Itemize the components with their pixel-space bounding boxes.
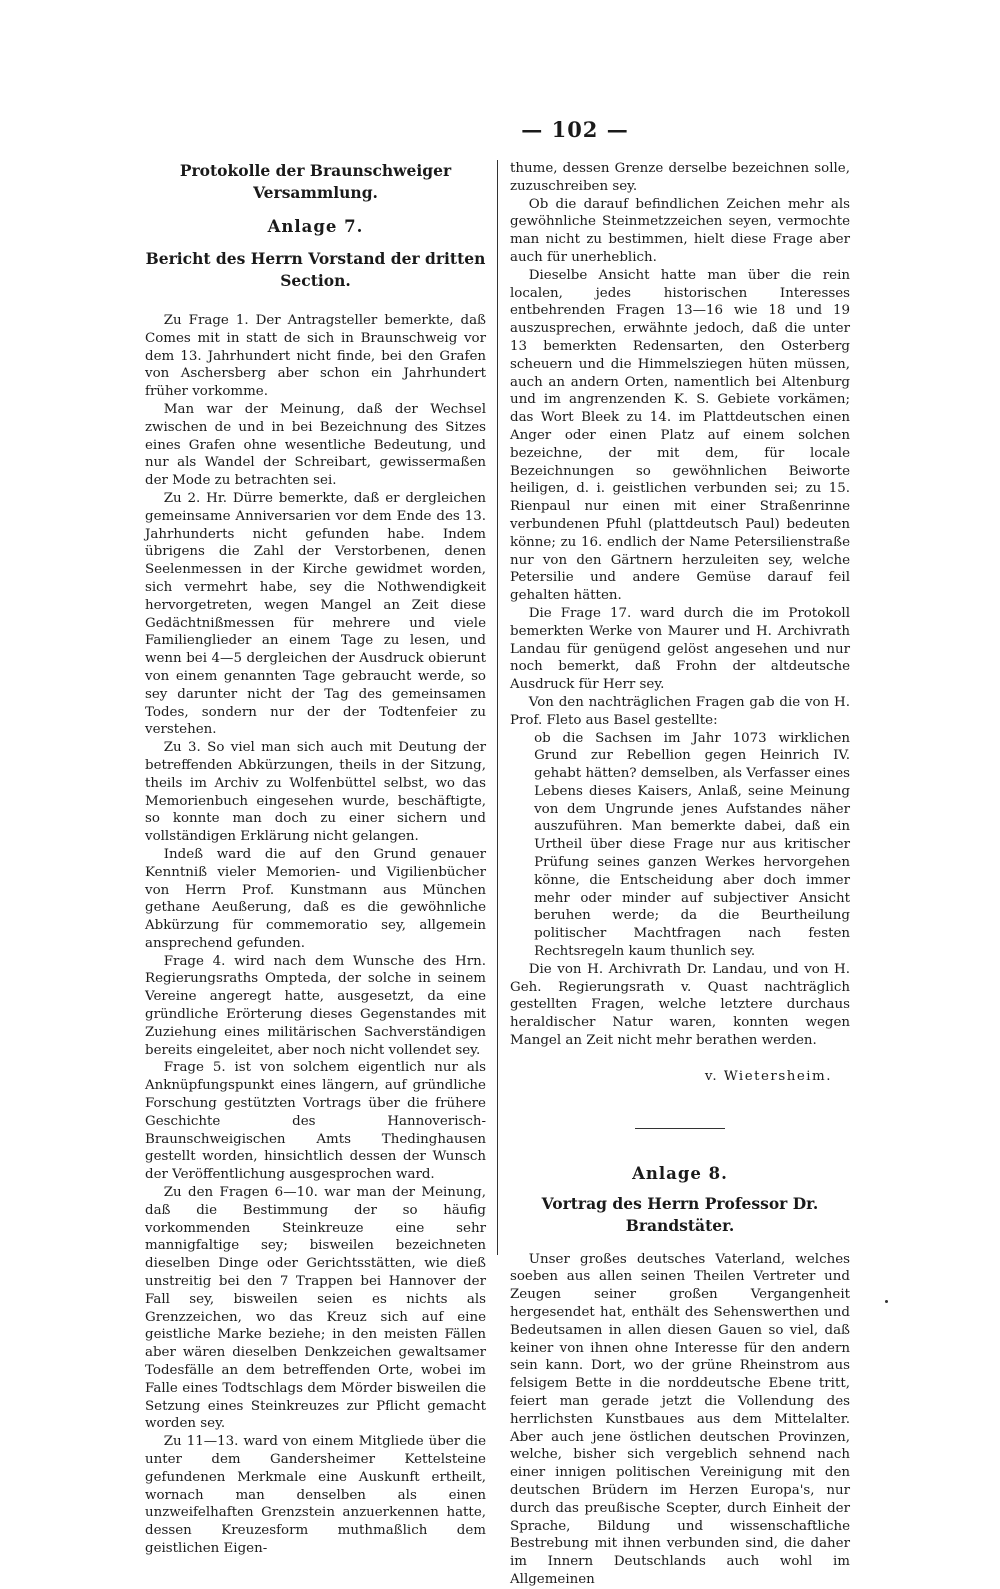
- paragraph: ob die Sachsen im Jahr 1073 wirklichen Grund zur Rebellion gegen Heinrich IV. gehabt hätten? demselben, als Verfasser eines Lebens dieses Kaisers, Anlaß, seine Meinung von dem Ungrunde jenes Aufstandes näher auszuführen. Man bemerkte dabei, daß ein Urtheil über diese Frage nur aus kritischer Prüfung seines ganzen Werkes hervorgehen könne, die Entscheidung aber doch immer mehr oder minder auf subjectiver Ansicht beruhen werde; da die Beurtheilung politischer Machtfragen nach festen Rechtsregeln kaum thunlich sey.: [534, 730, 850, 960]
- paragraph: Die von H. Archivrath Dr. Landau, und von H. Geh. Regierungsrath v. Quast nachträglich gestellten Fragen, welche letztere durchaus heraldischer Natur waren, konnten wegen Mangel an Zeit nicht mehr berathen werden.: [510, 961, 850, 1049]
- left-column: [145, 160, 486, 1558]
- signature: v. Wietersheim.: [704, 1068, 832, 1084]
- paragraph: Unser großes deutsches Vaterland, welches soeben aus allen seinen Theilen Vertreter und Zeugen seiner großen Vergangenheit hergesendet hat, enthält des Sehenswerthen und Bedeutsamen in allen diesen Gauen so viel, daß keiner von ihnen ohne Interesse für den andern sein kann. Dort, wo der grüne Rheinstrom aus felsigem Bette in die norddeutsche Ebene tritt, feiert man gerade jetzt die Vollendung des herrlichsten Kunstbaues aus dem Mittelalter. Aber auch jene östlichen deutschen Provinzen, welche, bisher sich vergeblich sehnend nach einer innigen politischen Vereinigung mit den deutschen Brüdern im Herzen Europa's, nur durch das preußische Scepter, durch Einheit der Sprache, Bildung und wissenschaftliche Bestrebung mit ihnen verbunden sind, die daher im Innern Deutschlands auch wohl im Allgemeinen: [510, 1251, 850, 1587]
- right-column: [510, 160, 850, 1589]
- paragraph: Ob die darauf befindlichen Zeichen mehr als gewöhnliche Steinmetzzeichen seyen, vermochte man nicht zu bestimmen, hielt diese Frage aber auch für unerheblich.: [510, 196, 850, 265]
- paragraph: Dieselbe Ansicht hatte man über die rein localen, jedes historischen Interesses entbehrenden Fragen 13—16 wie 18 und 19 auszusprechen, erwähnte jedoch, daß die unter 13 bemerkten Redensarten, den Osterberg scheuern und die Himmelsziegen hüten müssen, auch an andern Orten, namentlich bei Altenburg und im angrenzenden K. S. Gebiete vorkämen; das Wort Bleek zu 14. im Plattdeutschen einen Anger oder einen Platz auf einem solchen bezeichne, der mit dem, für locale Bezeichnungen so gewöhnlichen Beiworte heiligen, d. i. geistlichen verbunden sei; zu 15. Rienpaul nur einen mit einer Straßenrinne verbundenen Pfuhl (plattdeutsch Paul) bedeuten könne; zu 16. endlich der Name Petersilienstraße nur von den Gärtnern herzuleiten sey, welche Petersilie und andere Gemüse darauf feil gehalten hätten.: [510, 267, 850, 604]
- paragraph: Von den nachträglichen Fragen gab die von H. Prof. Fleto aus Basel gestellte:: [510, 694, 850, 728]
- paragraph: Frage 4. wird nach dem Wunsche des Hrn. Regierungsraths Ompteda, der solche in seinem Vereine angeregt hatte, ausgesetzt, da eine gründliche Erörterung dieses Gegenstandes mit Zuziehung eines militärischen Sachverständigen bereits eingeleitet, aber noch nicht vollendet sey.: [145, 953, 486, 1058]
- paragraph: Zu 2. Hr. Dürre bemerkte, daß er dergleichen gemeinsame Anniversarien vor dem Ende des 13. Jahrhunderts nicht gefunden habe. Indem übrigens die Zahl der Verstorbenen, denen Seelenmessen in der Kirche gewidmet worden, sich vermehrt habe, sey die Nothwendigkeit hervorgetreten, wegen Mangel an Zeit diese Gedächtnißmessen für mehrere und viele Familienglieder an einem Tage zu lesen, und wenn bei 4—5 dergleichen der Ausdruck obierunt von einem genannten Tage gebraucht werde, so sey darunter nicht der Tag des gemeinsamen Todes, sondern nur der der Todtenfeier zu verstehen.: [145, 490, 486, 738]
- paragraph: Frage 5. ist von solchem eigentlich nur als Anknüpfungspunkt eines längern, auf gründliche Forschung gestützten Vortrags über die frühere Geschichte des Hannoverisch-Braunschweigischen Amts Thedinghausen gestellt worden, hinsichtlich dessen der Wunsch der Veröffentlichung ausgesprochen ward.: [145, 1060, 486, 1183]
- paragraph: Die Frage 17. ward durch die im Protokoll bemerkten Werke von Maurer und H. Archivrath Landau für genügend gelöst angesehen und nur noch bemerkt, daß Frohn der altdeutsche Ausdruck für Herr sey.: [510, 605, 850, 693]
- paragraph: Zu den Fragen 6—10. war man der Meinung, daß die Bestimmung der so häufig vorkommenden Steinkreuze eine sehr mannigfaltige sey; bisweilen bezeichneten dieselben Dinge oder Gerichtsstätten, wie dieß unstreitig bei den 7 Trappen bei Hannover der Fall sey, bisweilen seien es nichts als Grenzzeichen, wo das Kreuz sich auf eine geistliche Marke beziehe; in den meisten Fällen aber wären dieselben Denkzeichen gewaltsamer Todesfälle an dem betreffenden Orte, wobei im Falle eines Todtschlags dem Mörder bisweilen die Setzung eines Steinkreuzes zur Pflicht gemacht worden sey.: [145, 1185, 486, 1432]
- ink-speck: [885, 1300, 888, 1303]
- section-divider: [635, 1128, 725, 1129]
- paragraph: Man war der Meinung, daß der Wechsel zwischen de und in bei Bezeichnung des Sitzes eines Grafen ohne wesentliche Bedeutung, und nur als Wandel der Schreibart, gewissermaßen der Mode zu betrachten sei.: [145, 401, 486, 489]
- appendix-7-heading: Anlage 7.: [267, 217, 364, 236]
- page-number: — 102 —: [521, 117, 629, 142]
- appendix-8-heading: Anlage 8.: [632, 1163, 728, 1183]
- report-heading: Bericht des Herrn Vorstand der dritten Section.: [145, 249, 486, 290]
- paragraph: Zu Frage 1. Der Antragsteller bemerkte, daß Comes mit in statt de sich in Braunschweig vor dem 13. Jahrhundert nicht finde, bei den Grafen von Aschersberg aber schon ein Jahrhundert früher vorkomme.: [145, 313, 486, 400]
- paragraph: thume, dessen Grenze derselbe bezeichnen solle, zuzuschreiben sey.: [510, 161, 850, 194]
- paragraph: Indeß ward die auf den Grund genauer Kenntniß vieler Memorien- und Vigilienbücher von Herrn Prof. Kunstmann aus München gethane Aeußerung, daß es die gewöhnliche Abkürzung für commemoratio sey, allgemein ansprechend gefunden.: [145, 846, 486, 951]
- column-divider: [497, 160, 498, 1255]
- running-header: Protokolle der Braunschweiger Versammlung.: [179, 161, 452, 202]
- paragraph: Zu 3. So viel man sich auch mit Deutung der betreffenden Abkürzungen, theils in der Sitzung, theils im Archiv zu Wolfenbüttel selbst, wo das Memorienbuch eingesehen wurde, beschäftigte, so konnte man doch zu einer sichern und vollständigen Erklärung nicht gelangen.: [145, 740, 486, 845]
- lecture-heading: Vortrag des Herrn Professor Dr. Brandstäter.: [541, 1193, 819, 1235]
- paragraph: Zu 11—13. ward von einem Mitgliede über die unter dem Gandersheimer Kettelsteine gefundenen Merkmale eine Auskunft ertheilt, wornach man denselben als einen unzweifelhaften Grenzstein anzuerkennen hatte, dessen Kreuzesform muthmaßlich dem geistlichen Eigen-: [145, 1434, 486, 1556]
